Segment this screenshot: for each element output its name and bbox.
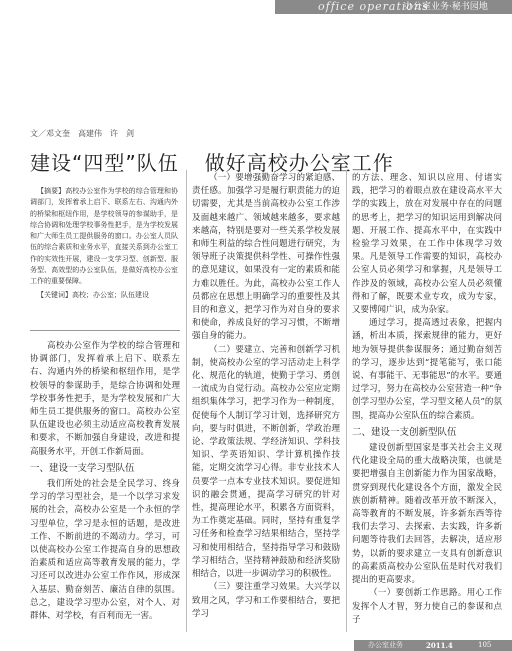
header-bar	[0, 0, 512, 16]
col2-paragraph-1: （一）要增强勤奋学习的紧迫感、责任感。加强学习是履行职责能力的迫切需要，尤其是当前高校办公室工作涉及面越来越广、领域越来越多，要求越来越高，特别是要对一些关系学校发展和师生利益的综合性问题进行研究，为领导班子决策提供科学性、可操作性强的意见建议，如果没有一定的素质和能力难以胜任。为此，高校办公室工作人员都应在思想上明确学习的重要性及其目的和意义，把学习作为对自身的要求和使命，养成良好的学习习惯，不断增强自身的能力。	[192, 173, 340, 342]
section-heading-1: 一、建设一支学习型队伍	[30, 462, 135, 474]
page-number: 105	[478, 641, 492, 649]
column-divider-1	[186, 170, 187, 632]
abstract-summary: 【摘要】高校办公室作为学校的综合管理和协调部门，发挥着承上启下、联系左右、沟通内外的桥梁和枢纽作用，是学校领导的参谋助手，是综合协调和处理学校事务性把手，是为学校发展和广大师生员工提供服务的窗口。办公室人员队伍的综合素质和业务水平，直接关系到办公室工作的实效性开展，建设一支学习型、创新型、服务型、高效型的办公室队伍，是做好高校办公室工作的重要保障。	[30, 187, 178, 286]
column-3	[352, 172, 502, 627]
col2-paragraph-3: （三）要注重学习效果。大兴学以致用之风，学习和工作要相结合，要把学习	[192, 582, 340, 619]
col3-paragraph-4: （一）要创新工作思路。用心工作发挥个人才智，努力使自己的参谋和点子	[352, 588, 502, 625]
column-1	[30, 340, 180, 623]
col3-paragraph-3: 建设创新型国家是事关社会主义现代化建设全局的重大战略决策，也就是要把增强自主创新能力作为国家战略，贯穿到现代化建设各个方面，激发全民族创新精神。随着改革开放不断深入，高等教育的不断发展，许多新东西等待我们去学习、去探索、去实践，许多新问题等待我们去回答，去解决，适应形势，以新的要求建立一支具有创新意识的高素质高校办公室队伍是时代对我们提出的更高要求。	[352, 443, 502, 586]
byline: 文／邓文奎 高建伟 许 剑	[30, 129, 134, 138]
column-divider-2	[346, 170, 347, 632]
col3-paragraph-2: 通过学习，提高透过表象，把握内涵，析出本质，探索规律的能力，更好地为领导提供参谋服务；通过勤奋刻苦的学习，逐步达到“提笔能写，张口能说、有事能干、无事能思”的水平。要通过学习，努力在高校办公室营造一种“争创学习型办公室，学习型文秘人员”的氛围，提高办公室队伍的综合素质。	[352, 318, 502, 421]
footer-magazine-name: 办公室业务	[368, 641, 403, 649]
abstract-divider	[30, 330, 180, 331]
col2-paragraph-2: （二）要建立、完善和创新学习机制，使高校办公室的学习活动走上科学化、规范化的轨道，使勤于学习、勇创一流成为自觉行动。高校办公室应定期组织集体学习，把学习作为一种制度，促使每个人制订学习计划，选择研究方向，要与时俱进，不断创新，学政治理论、学政策法规、学经济知识、学科技知识、学英语知识、学计算机操作技能，定期交流学习心得。非专业技术人员要学一点本专业技术知识。要促进知识的融会贯通，提高学习研究的针对性，提高理论水平，积累各方面资料，为工作奠定基础。同时，坚持有重复学习任务和检查学习结果相结合，坚持学习和使用相结合，坚持指导学习和鼓励学习相结合，坚持精神鼓励和经济奖励相结合，以进一步调动学习的积极性。	[192, 344, 340, 580]
title-part-1: 建设“四型”队伍	[30, 151, 179, 175]
title-part-2: 做好高校办公室工作	[204, 151, 394, 175]
header-english-title: office operations	[318, 0, 429, 13]
col1-paragraph-1: 我们所处的社会是全民学习、终身学习的学习型社会，是一个以学习求发展的社会，高校办公室是一个永恒的学习型单位，学习是永恒的话题，是改进工作、不断前进的不竭动力。学习，可以使高校办公室工作提高自身的思想政治素质和适应高等教育发展的能力，学习还可以改进办公室工作作风，形成深入基层、勤奋刻苦、廉洁自律的氛围。总之，建设学习型办公室，对个人、对群体、对学校，有百利而无一害。	[30, 479, 180, 622]
footer-bar	[354, 640, 512, 651]
header-section-title: 办公室业务·秘书园地	[404, 2, 488, 12]
abstract-keywords: 【关键词】高校；办公室；队伍建设	[37, 290, 149, 299]
section-heading-2: 二、建设一支创新型队伍	[352, 426, 457, 438]
footer-issue: 2011.4	[426, 641, 453, 650]
abstract	[30, 186, 178, 303]
intro-paragraph: 高校办公室作为学校的综合管理和协调部门，发挥着承上启下、联系左右、沟通内外的桥梁和枢纽作用，是学校领导的参谋助手，是综合协调和处理学校事务性把手，是为学校发展和广大师生员工提供服务的窗口。高校办公室队伍建设也必须主动适应高校教育发展和要求，不断加强自身建设，改进和提高服务水平，开创工作新局面。	[30, 341, 180, 457]
col3-paragraph-1: 的方法、理念、知识以应用、付诸实践，把学习的着眼点放在建设高水平大学的实践上，放在对发展中存在的问题的思考上，把学习的知识运用到解决问题、开展工作、提高水平中，在实践中检验学习效果，在工作中体现学习效果。凡是领导工作需要的知识，高校办公室人员必须学习和掌握，凡是领导工作涉及的领域，高校办公室人员必须懂得和了解，既要术业专攻，成为专家，又要博闻广识，成为杂家。	[352, 173, 502, 316]
column-2	[192, 172, 340, 621]
